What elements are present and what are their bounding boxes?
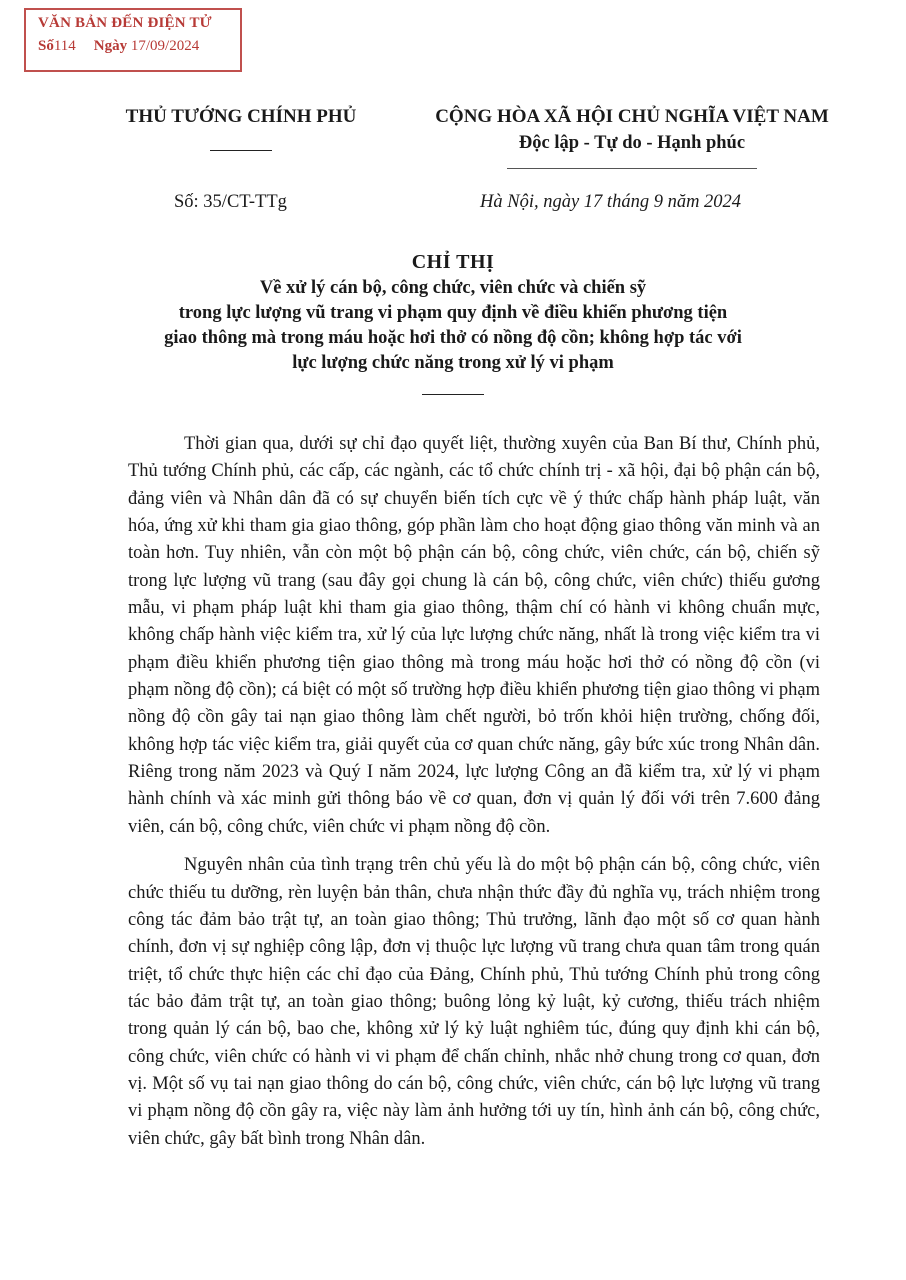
incoming-document-stamp xyxy=(24,8,242,72)
stamp-number-label: Số xyxy=(38,38,54,54)
stamp-date-label: Ngày xyxy=(93,38,128,54)
document-body xyxy=(128,431,820,1164)
agency-underline xyxy=(210,150,272,151)
stamp-number-date xyxy=(38,38,232,55)
issuing-agency: THỦ TƯỚNG CHÍNH PHỦ xyxy=(125,106,357,127)
motto-underline xyxy=(507,168,757,169)
stamp-date: 17/09/2024 xyxy=(130,38,200,54)
issuing-agency-block xyxy=(110,106,372,151)
title-underline xyxy=(422,394,484,395)
subject-line: giao thông mà trong máu hoặc hơi thở có nồng độ cồn; không hợp tác với xyxy=(164,328,742,348)
document-subject xyxy=(100,276,806,376)
subject-line: trong lực lượng vũ trang vi phạm quy định về điều khiển phương tiện xyxy=(178,303,728,323)
document-type: CHỈ THỊ xyxy=(411,251,495,273)
body-paragraph: Nguyên nhân của tình trạng trên chủ yếu là do một bộ phận cán bộ, công chức, viên chức thiếu tu dưỡng, rèn luyện bản thân, chưa nhận thức đầy đủ nghĩa vụ, trách nhiệm trong công tác đảm bảo trật tự, an toàn giao thông; Thủ trưởng, lãnh đạo một số cơ quan hành chính, đơn vị sự nghiệp công lập, đơn vị thuộc lực lượng vũ trang chưa quan tâm trong quán triệt, tổ chức thực hiện các chỉ đạo của Đảng, Chính phủ, Thủ tướng Chính phủ trong công tác bảo đảm trật tự, an toàn giao thông; buông lỏng kỷ luật, kỷ cương, thiếu trách nhiệm trong quản lý cán bộ, bao che, không xử lý kỷ luật nghiêm túc, đúng quy định khi cán bộ, công chức, viên chức có hành vi vi phạm để chấn chỉnh, nhắc nhở chung trong cơ quan, đơn vị. Một số vụ tai nạn giao thông do cán bộ, công chức, viên chức, cán bộ lực lượng vũ trang vi phạm nồng độ cồn gây ra, việc này làm ảnh hưởng tới uy tín, hình ảnh cán bộ, công chức, viên chức, gây bất bình trong Nhân dân. xyxy=(128,855,820,1149)
stamp-number: 114 xyxy=(53,38,76,54)
body-paragraph: Thời gian qua, dưới sự chỉ đạo quyết liệt, thường xuyên của Ban Bí thư, Chính phủ, Thủ tướng Chính phủ, các cấp, các ngành, các tổ chức chính trị - xã hội, đại bộ phận cán bộ, đảng viên và Nhân dân đã có sự chuyển biến tích cực về ý thức chấp hành pháp luật, văn hóa, ứng xử khi tham gia giao thông, góp phần làm cho hoạt động giao thông văn minh và an toàn hơn. Tuy nhiên, vẫn còn một bộ phận cán bộ, công chức, viên chức, cán bộ, chiến sỹ trong lực lượng vũ trang (sau đây gọi chung là cán bộ, công chức, viên chức) thiếu gương mẫu, vi phạm pháp luật khi tham gia giao thông, thậm chí có hành vi không chuẩn mực, không chấp hành việc kiểm tra, xử lý của lực lượng chức năng, nhất là trong việc kiểm tra vi phạm điều khiển phương tiện giao thông mà trong máu hoặc hơi thở có nồng độ cồn (vi phạm nồng độ cồn); cá biệt có một số trường hợp điều khiển phương tiện giao thông vi phạm nồng độ cồn gây tai nạn giao thông làm chết người, bỏ trốn khỏi hiện trường, chống đối, không hợp tác việc kiểm tra, giải quyết của cơ quan chức năng, gây bức xúc trong Nhân dân. Riêng trong năm 2023 và Quý I năm 2024, lực lượng Công an đã kiểm tra, xử lý vi phạm hành chính và xác minh gửi thông báo về cơ quan, đơn vị quản lý đối với trên 7.600 đảng viên, cán bộ, công chức, viên chức vi phạm nồng độ cồn. xyxy=(128,434,820,837)
document-number: Số: 35/CT-TTg xyxy=(174,192,287,212)
national-motto: Độc lập - Tự do - Hạnh phúc xyxy=(518,133,746,153)
document-title-block xyxy=(100,250,806,395)
subject-line: lực lượng chức năng trong xử lý vi phạm xyxy=(292,353,614,373)
stamp-title: VĂN BẢN ĐẾN ĐIỆN TỬ xyxy=(38,15,212,31)
national-title-block xyxy=(412,106,852,169)
place-and-date: Hà Nội, ngày 17 tháng 9 năm 2024 xyxy=(480,192,742,212)
national-title: CỘNG HÒA XÃ HỘI CHỦ NGHĨA VIỆT NAM xyxy=(435,106,829,127)
subject-line: Về xử lý cán bộ, công chức, viên chức và chiến sỹ xyxy=(259,278,647,298)
